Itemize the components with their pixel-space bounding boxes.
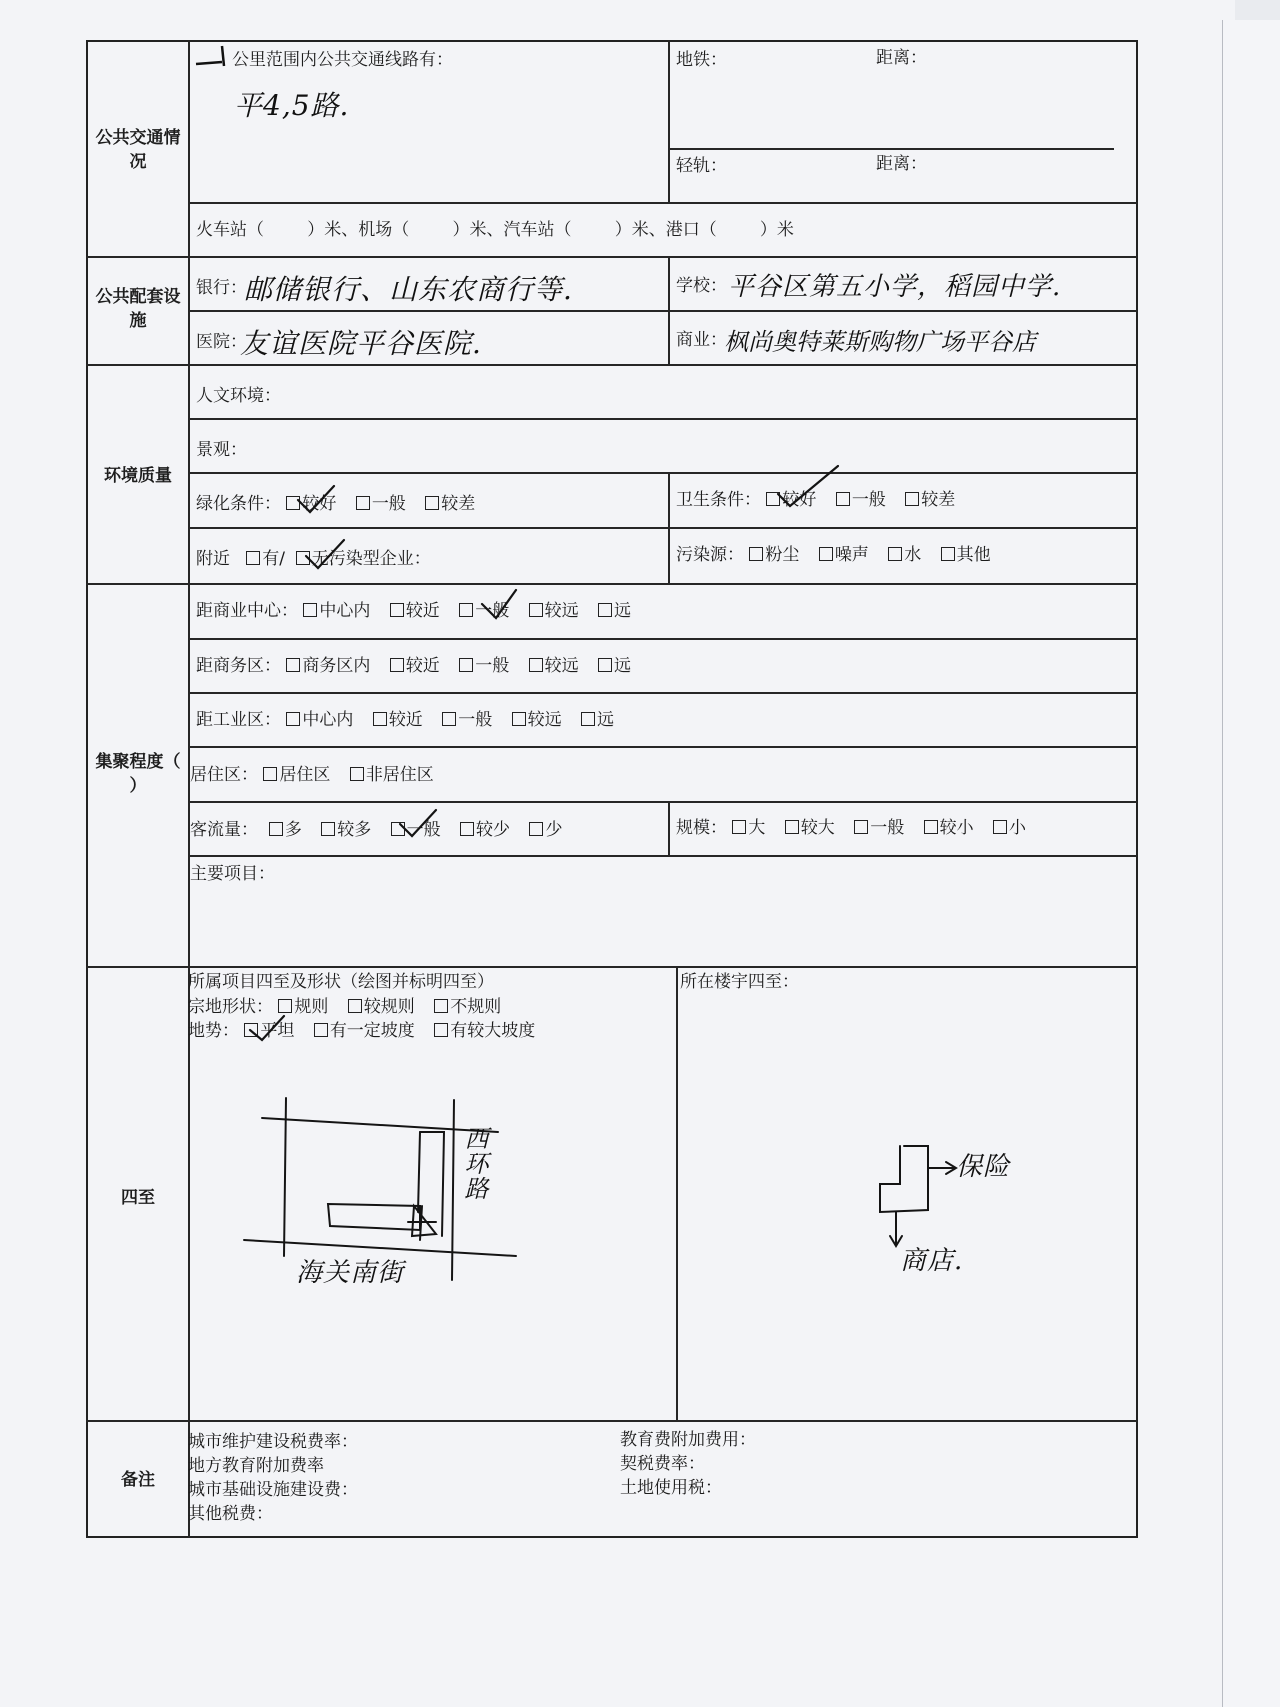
commercial-label: 距商业中心：	[196, 601, 298, 621]
pollution-option-dust[interactable]: 粉尘	[749, 545, 799, 565]
traffic-label: 客流量：	[190, 820, 258, 840]
deed-tax-label: 契税费率：	[620, 1454, 705, 1474]
sanitation-option-average[interactable]: 一般	[836, 490, 886, 510]
shape-option-regular[interactable]: 规则	[278, 997, 328, 1017]
business-option-near[interactable]: 较近	[390, 656, 440, 676]
commercial-option-far[interactable]: 较远	[529, 601, 579, 621]
infra-fee-label: 城市基础设施建设费：	[188, 1480, 358, 1500]
industrial-option-center[interactable]: 中心内	[286, 710, 353, 730]
residential-option-yes[interactable]: 居住区	[263, 765, 330, 785]
stations-line: 火车站（ ）米、机场（ ）米、汽车站（ ）米、港口（ ）米	[196, 220, 794, 240]
terrain-option-slope[interactable]: 有一定坡度	[314, 1021, 415, 1041]
greening-option-poor[interactable]: 较差	[425, 494, 475, 514]
traffic-option-average[interactable]: 一般	[391, 820, 441, 840]
bank-value: 邮储银行、山东农商行等.	[244, 273, 573, 306]
business-option-average[interactable]: 一般	[459, 656, 509, 676]
traffic-option-fewer[interactable]: 较少	[460, 820, 510, 840]
other-tax-label: 其他税费：	[188, 1504, 273, 1524]
landscape-label: 景观：	[196, 440, 247, 460]
greening-label: 绿化条件：	[196, 494, 281, 514]
projects-label: 主要项目：	[190, 864, 275, 884]
nearby-option-yes[interactable]: 有/	[246, 549, 285, 569]
light-rail-label: 轻轨：	[676, 156, 727, 176]
greening-option-good[interactable]: 较好	[286, 494, 336, 514]
section-facilities: 公共配套设施	[95, 287, 181, 331]
pollution-option-noise[interactable]: 噪声	[819, 545, 869, 565]
nearby-label: 附近	[196, 549, 230, 569]
commercial-option-remote[interactable]: 远	[598, 601, 631, 621]
bus-label: 公里范围内公共交通线路有：	[232, 50, 453, 70]
scale-option-smaller[interactable]: 较小	[924, 818, 974, 838]
commerce-label: 商业：	[676, 330, 727, 350]
local-edu-label: 地方教育附加费率	[188, 1456, 324, 1476]
pollution-option-water[interactable]: 水	[888, 545, 921, 565]
subway-distance-label: 距离：	[876, 48, 927, 68]
section-boundaries: 四至	[121, 1188, 155, 1208]
edu-surcharge-label: 教育费附加费用：	[620, 1430, 756, 1450]
industrial-option-near[interactable]: 较近	[373, 710, 423, 730]
business-option-inside[interactable]: 商务区内	[286, 656, 370, 676]
scale-option-large[interactable]: 大	[732, 818, 765, 838]
sanitation-label: 卫生条件：	[676, 490, 761, 510]
business-option-far[interactable]: 较远	[529, 656, 579, 676]
industrial-option-far[interactable]: 较远	[512, 710, 562, 730]
school-value: 平谷区第五小学，稻园中学.	[728, 272, 1062, 302]
sketch-south-road: 海关南街	[296, 1258, 405, 1288]
land-use-tax-label: 土地使用税：	[620, 1478, 722, 1498]
shape-option-irregular[interactable]: 不规则	[434, 997, 501, 1017]
traffic-option-more[interactable]: 较多	[321, 820, 371, 840]
project-title: 所属项目四至及形状（绘图并标明四至）	[188, 972, 494, 992]
business-option-remote[interactable]: 远	[598, 656, 631, 676]
shape-label: 宗地形状：	[188, 997, 273, 1017]
shape-option-fairly-regular[interactable]: 较规则	[348, 997, 415, 1017]
business-label: 距商务区：	[196, 656, 281, 676]
subway-label: 地铁：	[676, 50, 727, 70]
greening-option-average[interactable]: 一般	[356, 494, 406, 514]
building-sketch-icon	[880, 1146, 956, 1246]
traffic-option-few[interactable]: 少	[529, 820, 562, 840]
scale-label: 规模：	[676, 818, 727, 838]
pollution-label: 污染源：	[676, 545, 744, 565]
commercial-option-center[interactable]: 中心内	[303, 601, 370, 621]
commercial-option-average[interactable]: 一般	[459, 601, 509, 621]
section-agglomeration: 集聚程度（ ）	[95, 752, 181, 796]
section-remarks: 备注	[121, 1470, 155, 1490]
industrial-option-remote[interactable]: 远	[581, 710, 614, 730]
residential-option-no[interactable]: 非居住区	[350, 765, 434, 785]
scale-option-average[interactable]: 一般	[854, 818, 904, 838]
bus-value: 平4,5路.	[234, 89, 350, 122]
terrain-label: 地势：	[188, 1021, 239, 1041]
school-label: 学校：	[676, 276, 727, 296]
traffic-option-many[interactable]: 多	[269, 820, 302, 840]
residential-label: 居住区：	[190, 765, 258, 785]
urban-tax-label: 城市维护建设税费率：	[188, 1432, 358, 1452]
industrial-option-average[interactable]: 一般	[442, 710, 492, 730]
terrain-option-steep[interactable]: 有较大坡度	[434, 1021, 535, 1041]
sketch-north-neighbor: 保险	[956, 1152, 1011, 1182]
sketch-south-neighbor: 商店.	[900, 1246, 964, 1276]
culture-label: 人文环境：	[196, 386, 281, 406]
hospital-label: 医院：	[196, 332, 247, 352]
checkmark-icon	[250, 466, 838, 1040]
site-sketch-icon	[244, 1098, 516, 1280]
sanitation-option-poor[interactable]: 较差	[905, 490, 955, 510]
pollution-option-other[interactable]: 其他	[941, 545, 991, 565]
commerce-value: 枫尚奥特莱斯购物广场平谷店	[724, 328, 1036, 356]
terrain-option-flat[interactable]: 平坦	[244, 1021, 294, 1041]
building-title: 所在楼宇四至：	[680, 972, 799, 992]
section-transport: 公共交通情况	[95, 128, 181, 172]
commercial-option-near[interactable]: 较近	[390, 601, 440, 621]
sanitation-option-good[interactable]: 较好	[766, 490, 816, 510]
section-environment: 环境质量	[104, 466, 172, 486]
hospital-value: 友谊医院平谷医院.	[240, 327, 482, 360]
sketch-east-road: 西环路	[460, 1126, 488, 1201]
nearby-option-no[interactable]: 无污染型企业：	[296, 549, 431, 569]
scale-option-small[interactable]: 小	[993, 818, 1026, 838]
bank-label: 银行：	[196, 278, 247, 298]
scale-option-larger[interactable]: 较大	[785, 818, 835, 838]
light-rail-distance-label: 距离：	[876, 154, 927, 174]
industrial-label: 距工业区：	[196, 710, 281, 730]
